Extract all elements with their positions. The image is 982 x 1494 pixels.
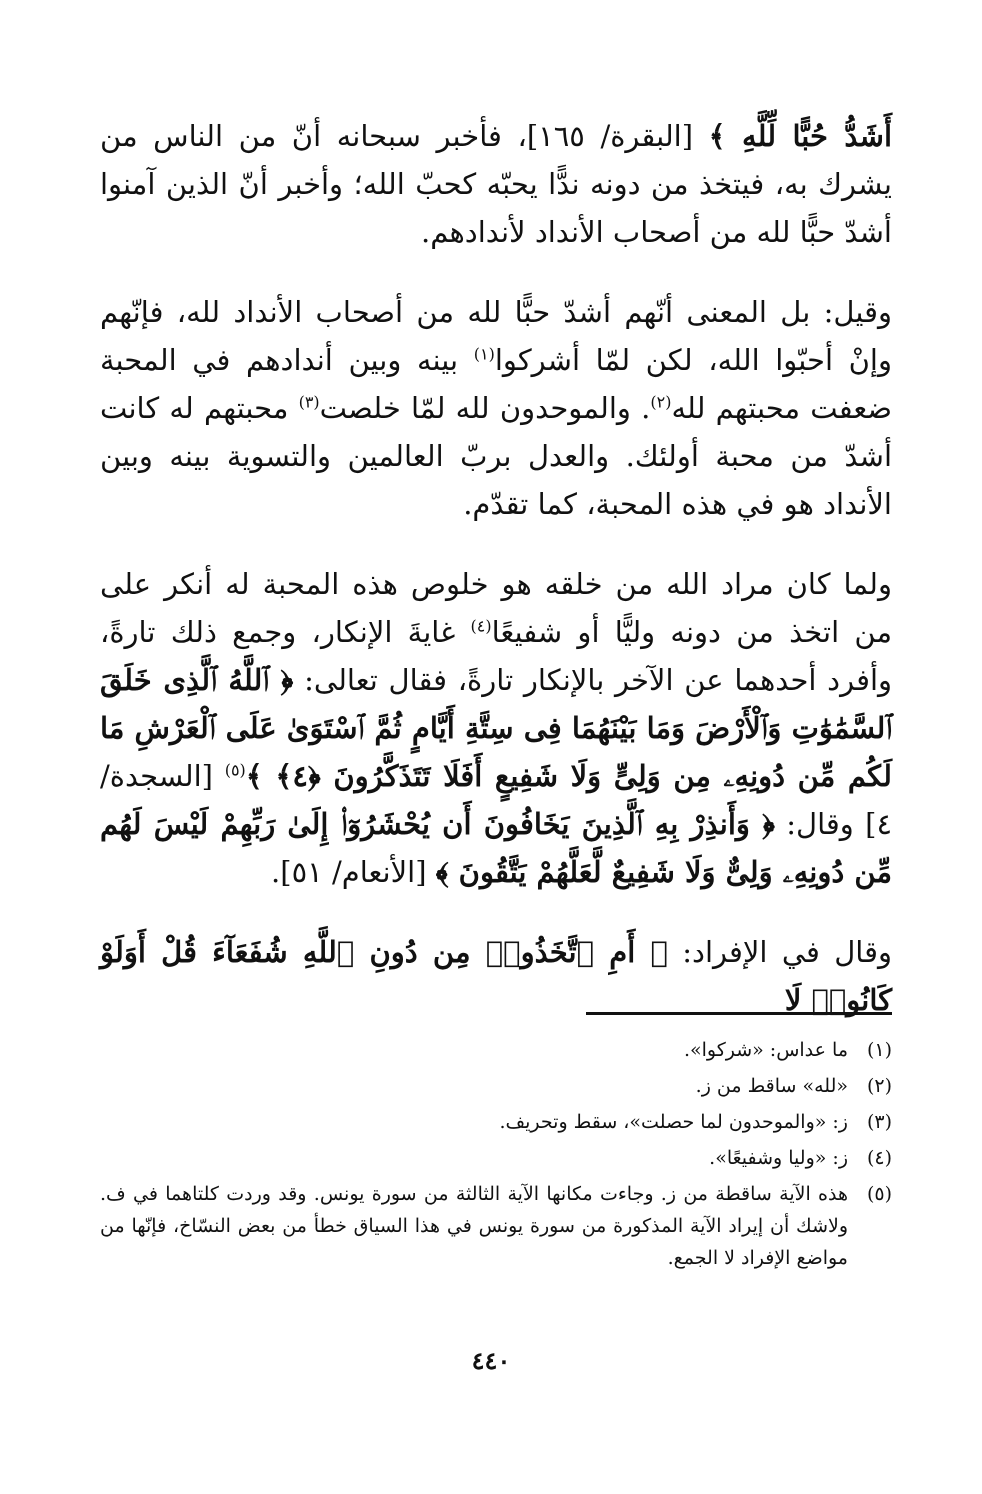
footnote-number: (٣) <box>866 1111 892 1133</box>
main-text <box>100 112 892 1024</box>
paragraph-text: ولما كان مراد الله من خلقه هو خلوص هذه المحبة له أنكر على من اتخذ من دونه وليًّا أو شفيعًا <box>100 567 892 649</box>
footnote-number: (٢) <box>866 1075 892 1097</box>
footnote-number: (٤) <box>866 1147 892 1169</box>
footnote-separator <box>586 1012 892 1015</box>
paragraph-text: [البقرة/ ١٦٥]، فأخبر سبحانه أنّ من الناس من يشرك به، فيتخذ من دونه ندًّا يحبّه كحبّ الله؛ وأخبر أنّ الذين آمنوا أشدّ حبًّا لله من أصحاب الأنداد لأندادهم. <box>100 119 892 249</box>
footnote-ref-1[interactable]: (١) <box>473 344 495 364</box>
footnote-text: ز: «وليا وشفيعًا». <box>709 1147 848 1169</box>
quran-verse: ﴿ ٱللَّهُ ٱلَّذِى خَلَقَ ٱلسَّمَٰوَٰتِ وَٱلْأَرْضَ وَمَا بَيْنَهُمَا فِى سِتَّةِ أَيَّامٍ ثُمَّ ٱسْتَوَىٰ عَلَى ٱلْعَرْشِ مَا لَكُم مِّن دُونِهِۦ مِن وَلِىٍّ وَلَا شَفِيعٍ أَفَلَا تَتَذَكَّرُونَ ﴿٤﴾ ﴾ <box>100 663 892 793</box>
footnote-item <box>100 1034 892 1066</box>
footnotes <box>100 1034 892 1278</box>
footnote-text: ما عداس: «شركوا». <box>683 1039 848 1061</box>
quran-verse: أَشَدُّ حُبًّا لِّلَّهِ ﴾ <box>708 119 893 153</box>
footnote-item <box>100 1142 892 1174</box>
footnote-number: (٥) <box>866 1183 892 1205</box>
footnote-item <box>100 1106 892 1138</box>
quran-verse: ﴿ وَأَنذِرْ بِهِ ٱلَّذِينَ يَخَافُونَ أَن يُحْشَرُوٓا۟ إِلَىٰ رَبِّهِمْ لَيْسَ لَهُم مِّن دُونِهِۦ وَلِىٌّ وَلَا شَفِيعٌ لَّعَلَّهُمْ يَتَّقُونَ ﴾ <box>100 807 892 889</box>
paragraph-text: [السجدة/ ٤] وقال: <box>100 759 893 841</box>
paragraph-1 <box>100 112 892 256</box>
footnote-text: «لله» ساقط من ز. <box>695 1075 848 1097</box>
footnote-ref-3[interactable]: (٣) <box>298 392 320 412</box>
paragraph-text: وقال في الإفراد: <box>667 935 892 969</box>
quran-verse: ﴿ أَمِ ٱتَّخَذُوا۟ مِن دُونِ ٱللَّهِ شُفَعَآءَ قُلْ أَوَلَوْ كَانُوا۟ لَا <box>100 935 892 1017</box>
footnote-item <box>100 1070 892 1102</box>
footnote-item <box>100 1178 892 1274</box>
paragraph-text: [الأنعام/ ٥١]. <box>271 855 436 889</box>
paragraph-text: وقيل: بل المعنى أنّهم أشدّ حبًّا لله من أصحاب الأنداد لله، فإنّهم وإنْ أحبّوا الله، لكن لمّا أشركوا <box>100 295 892 377</box>
footnote-number: (١) <box>866 1039 892 1061</box>
paragraph-text: غايةَ الإنكار، وجمع ذلك تارةً، وأفرد أحدهما عن الآخر بالإنكار تارةً، فقال تعالى: <box>100 615 893 697</box>
page-number: ٤٤٠ <box>471 1346 511 1375</box>
footnote-ref-2[interactable]: (٢) <box>650 392 672 412</box>
footnote-text: هذه الآية ساقطة من ز. وجاءت مكانها الآية الثالثة من سورة يونس. وقد وردت كلتاهما في ف. ولاشك أن إيراد الآية المذكورة من سورة يونس في هذا السياق خطأ من بعض النسّاخ، فإنّها من مواضع الإفراد لا الجمع. <box>100 1183 848 1269</box>
paragraph-2 <box>100 288 892 528</box>
paragraph-3 <box>100 560 892 896</box>
paragraph-text: محبتهم له كانت أشدّ من محبة أولئك. والعدل بربّ العالمين والتسوية بينه وبين الأنداد هو في هذه المحبة، كما تقدّم. <box>100 391 892 521</box>
paragraph-text: . والموحدون لله لمّا خلصت <box>319 391 651 425</box>
paragraph-4 <box>100 928 892 1024</box>
footnote-ref-5[interactable]: (٥) <box>224 760 246 780</box>
footnote-ref-4[interactable]: (٤) <box>470 616 492 636</box>
footnote-text: ز: «والموحدون لما حصلت»، سقط وتحريف. <box>499 1111 848 1133</box>
paragraph-text: بينه وبين أندادهم في المحبة ضعفت محبتهم لله <box>100 343 892 425</box>
